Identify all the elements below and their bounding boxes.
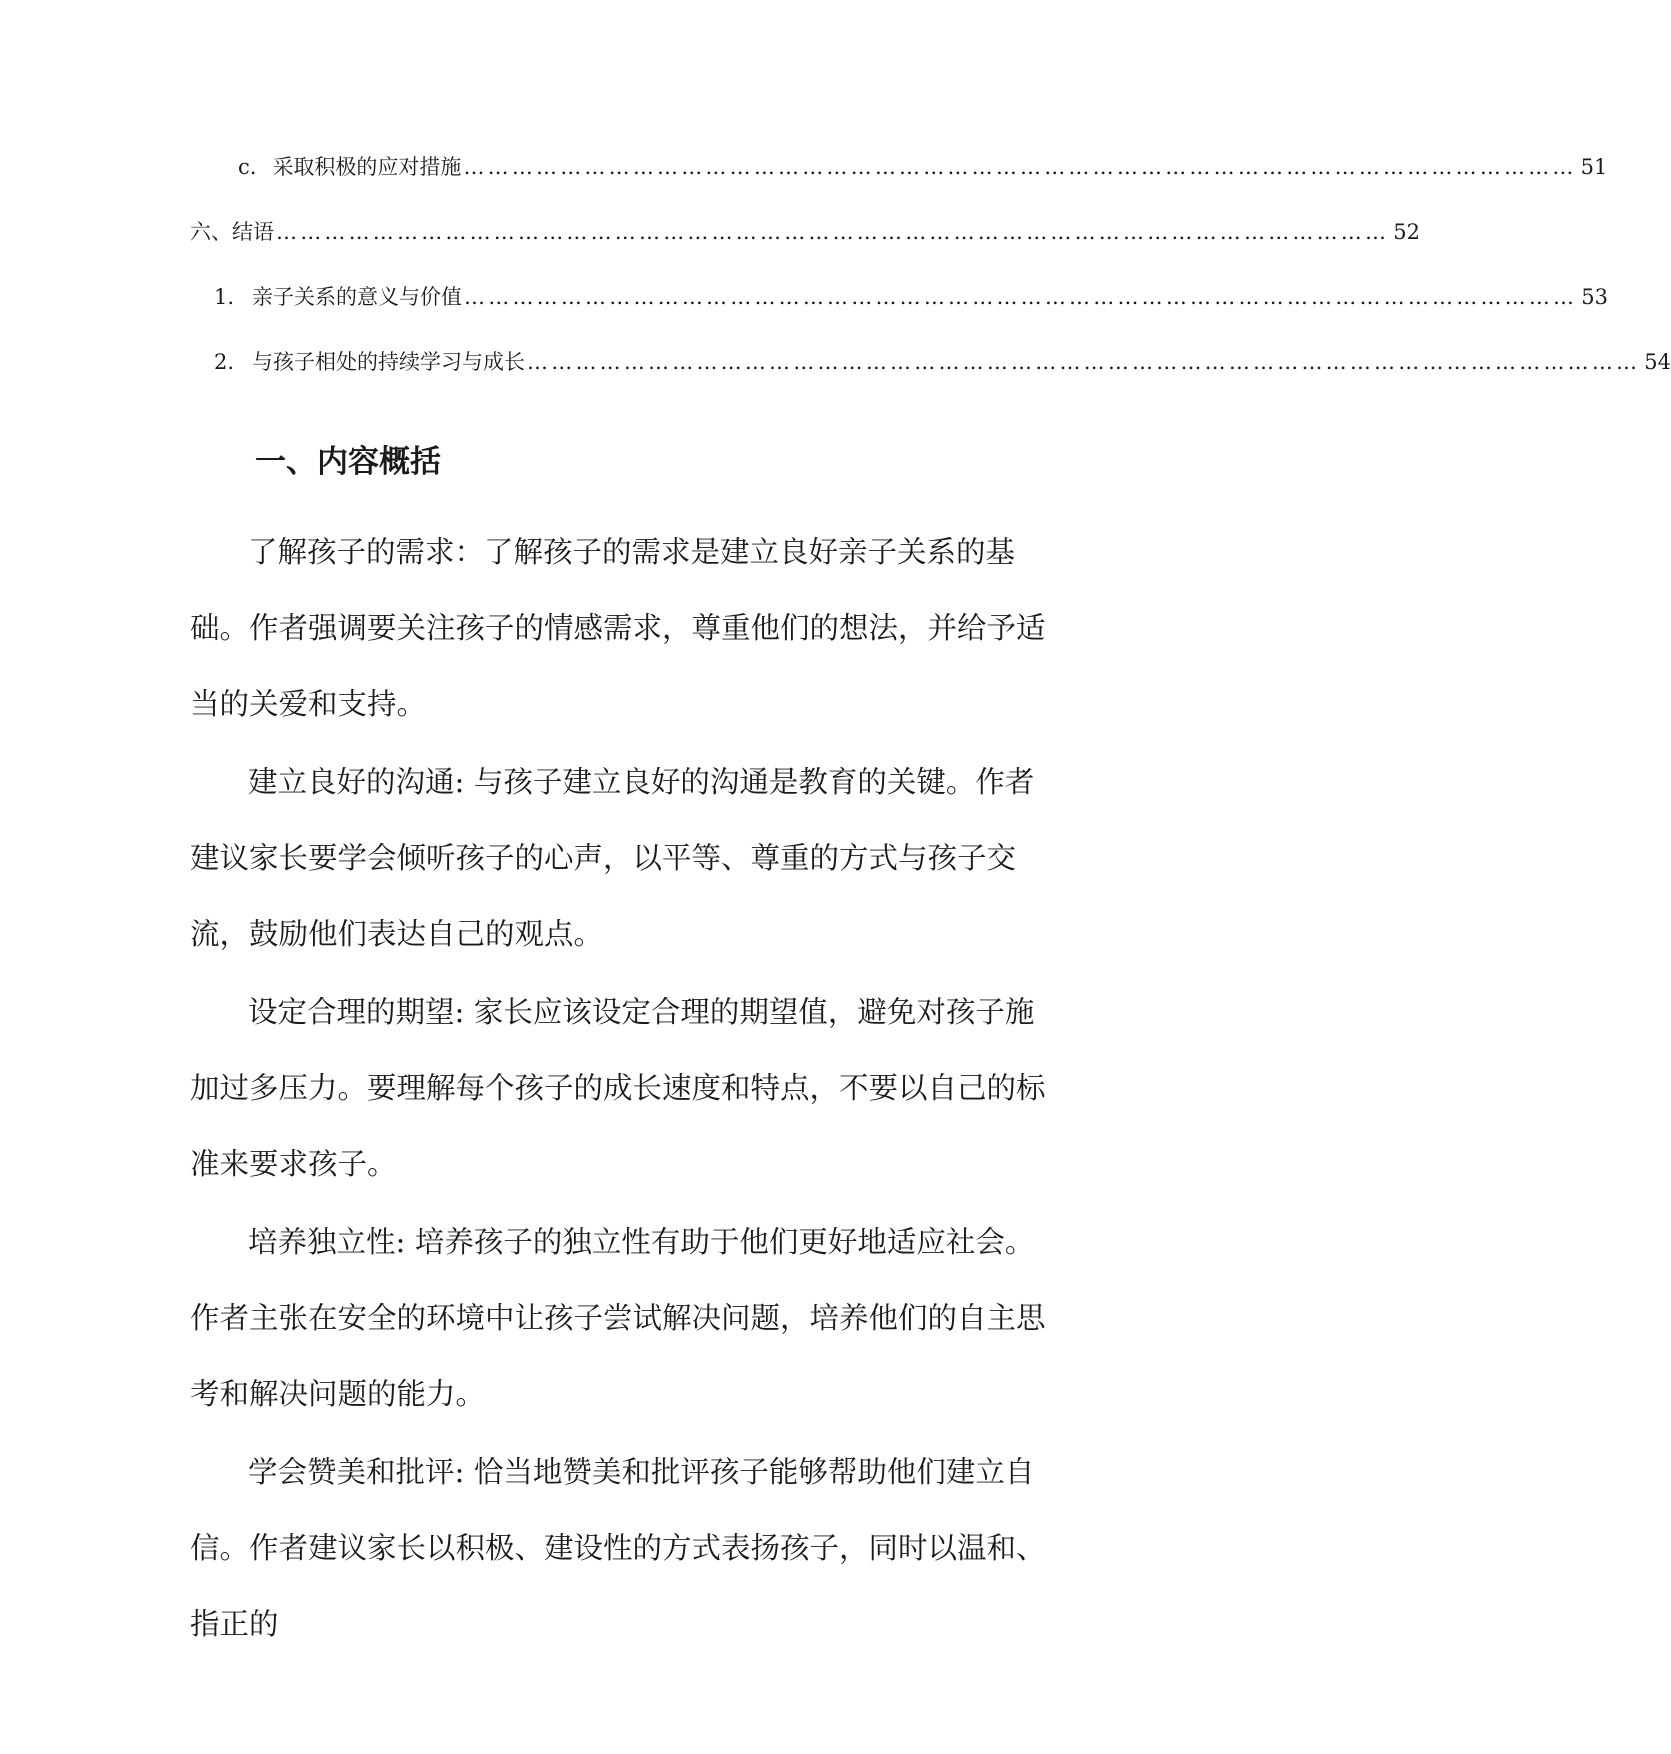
toc-entry-title: 亲子关系的意义与价值 (252, 285, 463, 309)
toc-entry-page-number: 51 (1580, 155, 1608, 179)
body-paragraph: 建立良好的沟通: 与孩子建立良好的沟通是教育的关键。作者建议家长要学会倾听孩子的心声，以平等、尊重的方式与孩子交流，鼓励他们表达自己的观点。 (190, 765, 1035, 951)
toc-entry-title: 采取积极的应对措施 (272, 155, 462, 179)
body-paragraph: 学会赞美和批评: 恰当地赞美和批评孩子能够帮助他们建立自信。作者建议家长以积极、建设性的方式表扬孩子，同时以温和、指正的 (190, 1455, 1046, 1641)
toc-entry-page-number: 54 (1644, 350, 1671, 374)
toc-entry-page-number: 52 (1393, 220, 1420, 244)
toc-dot-leader: ………………………………………………………………………………………………………………………… (464, 285, 1578, 309)
toc-dot-leader: ………………………………………………………………………………………………………………………… (527, 350, 1641, 374)
toc-dot-leader: ………………………………………………………………………………………………………………………… (276, 220, 1390, 244)
toc-entry[interactable] (214, 347, 1671, 377)
toc-entry[interactable] (238, 152, 1608, 182)
toc-entry-number: 1. (214, 285, 235, 309)
body-paragraph: 了解孩子的需求：了解孩子的需求是建立良好亲子关系的基础。作者强调要关注孩子的情感需求，尊重他们的想法，并给予适当的关爱和支持。 (190, 535, 1046, 721)
toc-dot-leader: ………………………………………………………………………………………………………………………… (463, 155, 1577, 179)
toc-entry-page-number: 53 (1581, 285, 1608, 309)
toc-entry-title: 六、结语 (190, 220, 274, 244)
toc-entry-number: 2. (214, 350, 235, 374)
body-paragraph: 培养独立性: 培养孩子的独立性有助于他们更好地适应社会。作者主张在安全的环境中让孩子尝试解决问题，培养他们的自主思考和解决问题的能力。 (190, 1225, 1046, 1411)
section-heading: 一、内容概括 (255, 444, 441, 480)
toc-entry-number: c. (238, 155, 257, 179)
body-paragraph: 设定合理的期望: 家长应该设定合理的期望值，避免对孩子施加过多压力。要理解每个孩子的成长速度和特点，不要以自己的标准来要求孩子。 (190, 995, 1046, 1181)
toc-entry[interactable] (190, 217, 1420, 247)
toc-entry[interactable] (214, 282, 1608, 312)
toc-entry-title: 与孩子相处的持续学习与成长 (252, 350, 526, 374)
